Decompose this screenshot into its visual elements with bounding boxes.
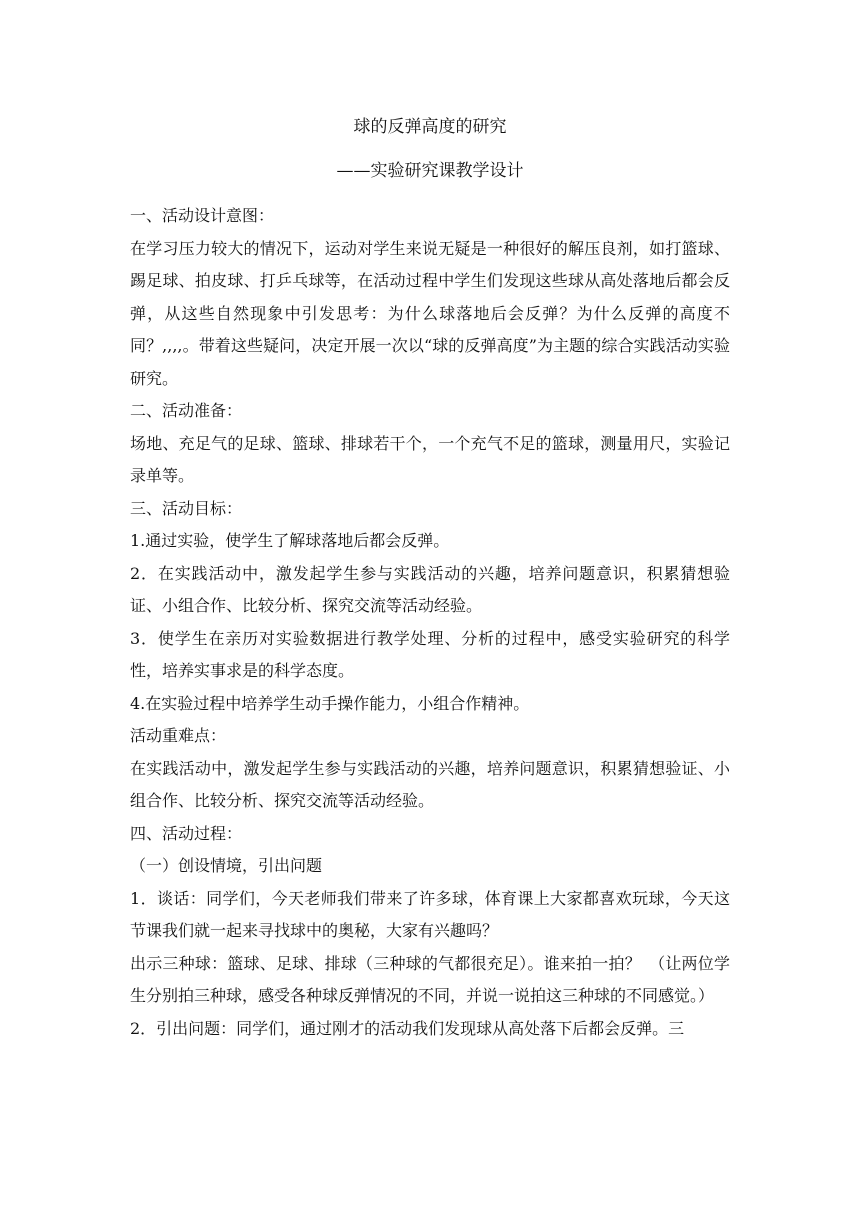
goal-item-4: 4.在实验过程中培养学生动手操作能力，小组合作精神。 [130,693,530,713]
subsection-heading-scenario: （一）创设情境，引出问题 [130,856,323,875]
process-step-1-detail: 出示三种球：篮球、足球、排球（三种球的气都很充足）。谁来拍一拍？ （让两位学生分别拍三种球，感受各种球反弹情况的不同，并说一说拍这三种球的不同感觉。） [130,953,730,1005]
paragraph-key-points: 在实践活动中，激发起学生参与实践活动的兴趣，培养问题意识，积累猜想验证、小组合作、比较分析、探究交流等活动经验。 [130,758,730,810]
document-subtitle: ——实验研究课教学设计 [336,161,524,181]
section-heading-goals: 三、活动目标： [130,498,243,518]
process-step-1: 1．谈话：同学们，今天老师我们带来了许多球，体育课上大家都喜欢玩球，今天这节课我们就一起来寻找球中的奥秘，大家有兴趣吗？ [130,888,730,940]
paragraph-intent: 在学习压力较大的情况下，运动对学生来说无疑是一种很好的解压良剂，如打篮球、踢足球、拍皮球、打乒乓球等，在活动过程中学生们发现这些球从高处落地后都会反弹，从这些自然现象中引发思考：为什么球落地后会反弹？为什么反弹的高度不同？,,,,。带着这些疑问，决定开展一次以“球的反弹高度”为主题的综合实践活动实验研究。 [130,238,730,388]
section-heading-key-points: 活动重难点： [130,726,227,745]
goal-item-1: 1.通过实验，使学生了解球落地后都会反弹。 [130,531,450,550]
paragraph-preparation: 场地、充足气的足球、篮球、排球若干个，一个充气不足的篮球，测量用尺，实验记录单等。 [130,433,730,485]
document-body [130,200,730,1045]
goal-item-3: 3．使学生在亲历对实验数据进行教学处理、分析的过程中，感受实验研究的科学性，培养实事求是的科学态度。 [130,628,730,680]
section-heading-process: 四、活动过程： [130,823,243,843]
section-heading-preparation: 二、活动准备： [130,401,243,420]
goal-item-2: 2．在实践活动中，激发起学生参与实践活动的兴趣，培养问题意识，积累猜想验证、小组合作、比较分析、探究交流等活动经验。 [130,563,730,615]
document-title: 球的反弹高度的研究 [353,117,507,137]
process-step-2: 2．引出问题：同学们，通过刚才的活动我们发现球从高处落下后都会反弹。三 [130,1018,685,1038]
section-heading-intent: 一、活动设计意图： [130,206,275,225]
